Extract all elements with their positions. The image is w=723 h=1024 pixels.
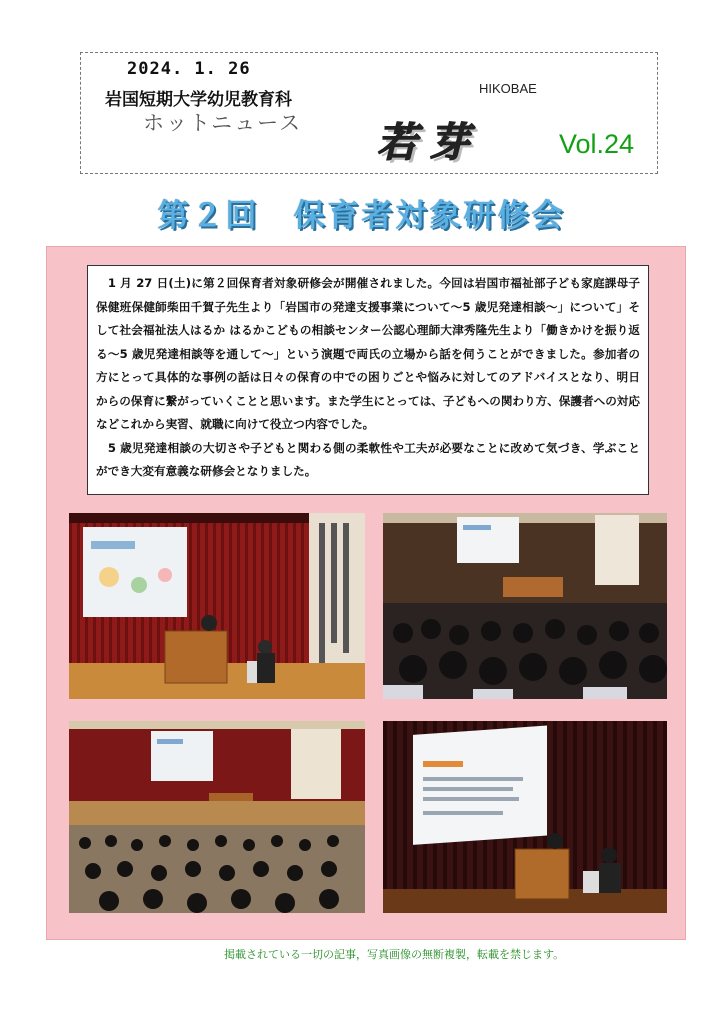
photo-screen-closeup-image <box>383 721 667 913</box>
photo-hall-wide <box>69 721 365 913</box>
photo-audience-rear <box>383 513 667 699</box>
photo-screen-closeup <box>383 721 667 913</box>
photo-audience-rear-image <box>383 513 667 699</box>
hikobae-label: HIKOBAE <box>479 81 537 96</box>
masthead <box>80 52 658 174</box>
photo-stage-speaker <box>69 513 365 699</box>
newsletter-name: 若芽 <box>377 119 481 166</box>
copyright-notice: 掲載されている一切の記事，写真画像の無断複製，転載を禁じます。 <box>224 948 565 961</box>
issue-date: 2024. 1. 26 <box>127 59 251 79</box>
article-text-box <box>87 265 649 495</box>
photo-hall-wide-image <box>69 721 365 913</box>
content-panel <box>46 246 686 940</box>
hot-news-label: ホットニュース <box>143 111 303 135</box>
photo-stage-speaker-image <box>69 513 365 699</box>
page-title: 第２回 保育者対象研修会 <box>157 198 566 234</box>
volume-label: Vol.24 <box>559 129 635 159</box>
article-body: 1 月 27 日(土)に第２回保育者対象研修会が開催されました。今回は岩国市福祉部子ども家庭課母子保健班保健師柴田千賀子先生より「岩国市の発達支援事業について～5 歳児発達相談～」について」そして社会福祉法人はるか はるかこどもの相談センター公認心理師大津秀隆先生より「働きかけを振り返る～5 歳児発達相談等を通して～」という演題で両氏の立場から話を伺うことができました。参加者の方にとって具体的な事例の話は日々の保育の中での困りごとや悩みに対してのアドバイスとなり、明日からの保育に繋がっていくことと思います。また学生にとっては、子どもへの関わり方、保護者への対応などこれから実習、就職に向けて役立つ内容でした。 5 歳児発達相談の大切さや子どもと関わる側の柔軟性や工夫が必要なことに改めて気づき、学ぶことができ大変有意義な研修会となりました。 <box>96 276 640 478</box>
school-name: 岩国短期大学幼児教育科 <box>105 90 292 110</box>
